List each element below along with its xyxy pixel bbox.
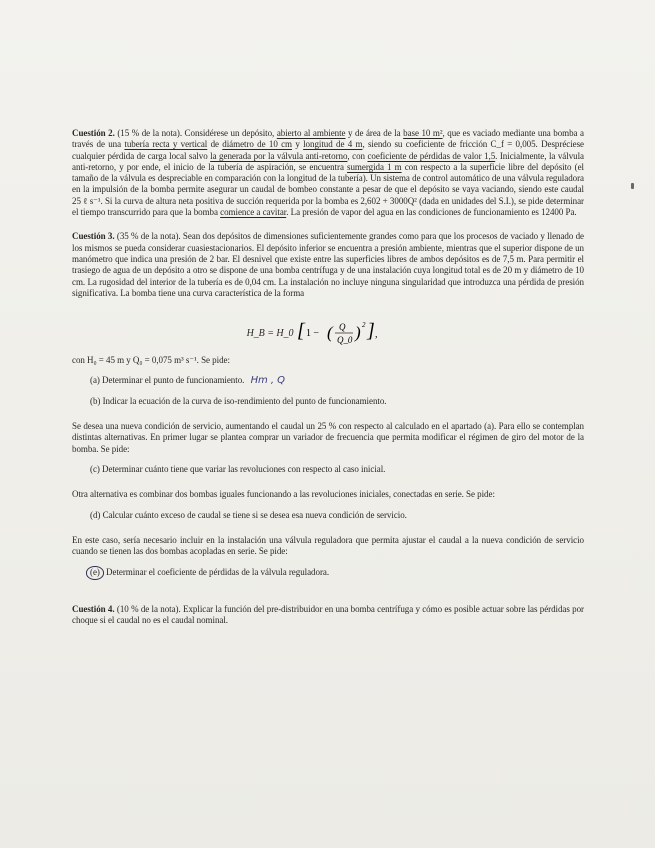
question-3-title: Cuestión 3. — [72, 231, 115, 242]
part-d-label: (d) — [90, 509, 101, 520]
svg-text:2: 2 — [362, 321, 366, 330]
part-e-circled-label: (e) — [86, 566, 104, 579]
exam-content — [72, 128, 584, 626]
q2-underline-2: base 10 m² — [403, 128, 443, 138]
q2-text-8: . Inicialmente, la válvula anti-retorno, y por ende, el inicio de la tubería de aspiración, se encuentra — [72, 150, 584, 172]
q2-text-10: . La presión de vapor del agua en las condiciones de funcionamiento es 12400 Pa. — [286, 207, 577, 218]
question-2-title: Cuestión 2. — [72, 128, 115, 138]
part-c-label: (c) — [90, 463, 100, 474]
q2-underline-4: diámetro de 10 cm — [222, 139, 293, 150]
question-4 — [72, 604, 584, 627]
q2-underline-7: coeficiente de pérdidas de valor 1,5 — [367, 150, 496, 161]
q2-text-9: con respecto a la superficie libre del depósito (el tamaño de la válvula es despreciable en comparación con la longitud de la tubería). Un sistema de control automático de una válvula reguladora en la impulsión de la bomba permite asegurar un caudal de bombeo constante a pesar de que el depósito se vaya vaciando, siendo este caudal 25 ℓ s⁻¹. Si la curva de altura neta positiva de succión requerida por la bomba es 2,602 + 3000Q² (dada en unidades del S.I.), se pide determinar el tiempo transcurrido para que la bomba — [72, 161, 584, 218]
part-c — [90, 464, 584, 475]
question-3-paragraph-2: Otra alternativa es combinar dos bombas iguales funcionando a las revoluciones iniciales, conectadas en serie. Se pide: — [72, 489, 495, 500]
question-3-weight: (35 % de la nota). — [116, 231, 181, 242]
part-d — [90, 510, 584, 521]
equation-numerator: Q — [339, 322, 346, 333]
svg-text:[: [ — [297, 320, 306, 343]
q2-text-3: , que es vaciado mediante una bomba a través de una — [72, 128, 584, 150]
q2-text-1: Considérese un depósito, — [182, 128, 277, 138]
question-2 — [72, 128, 584, 218]
q2-text-5: y — [292, 139, 304, 150]
q2-underline-1: abierto al ambiente — [276, 128, 346, 138]
q2-underline-6: la generada por la válvula anti-retorno — [210, 150, 348, 161]
q2-text-4: de — [207, 139, 223, 150]
part-e — [90, 566, 584, 579]
question-3-intro-text: Sean dos depósitos de dimensiones suficientemente grandes como para que los procesos de vaciado y llenado de los mismos se pueda considerar cuasiestacionarios. El depósito inferior se encuentra a presión ambiente, mientras que el superior dispone de un manómetro que indica una presión de 2 bar. El desnivel que existe entre las superficies libres de ambos depósitos es de 7,5 m. Para permitir el trasiego de agua de un depósito a otro se dispone de una bomba centrífuga y de una instalación cuya longitud total es de 20 m y diámetro de 10 cm. La rugosidad del interior de la tubería es de 0,04 cm. La instalación no incluye ninguna singularidad que introduzca una pérdida de presión significativa. La bomba tiene una curva característica de la forma — [72, 231, 585, 298]
question-3-parts-ab — [72, 375, 584, 407]
part-b — [90, 396, 584, 407]
question-4-title: Cuestión 4. — [72, 603, 115, 614]
svg-text:,: , — [375, 329, 378, 341]
part-b-text: Indicar la ecuación de la curva de iso-rendimiento del punto de funcionamiento. — [102, 395, 387, 406]
q2-underline-3: tubería recta y vertical — [124, 139, 208, 150]
part-d-text: Calcular cuánto exceso de caudal se tiene si se desea esa nueva condición de servicio. — [102, 509, 407, 520]
part-c-text: Determinar cuánto tiene que variar las revoluciones con respecto al caso inicial. — [102, 463, 386, 474]
equation-bracket-fraction — [297, 318, 409, 348]
q2-text-6: , siendo su coeficiente de fricción C_f = 0,005. Despréciese cualquier pérdida de carga local salvo — [72, 139, 584, 161]
part-a-handwritten-note: Hm , Q — [250, 375, 285, 387]
question-2-weight: (15 % de la nota). — [117, 128, 183, 138]
part-b-label: (b) — [90, 395, 101, 406]
equation-denominator: Q_0 — [337, 335, 353, 346]
question-3-part-d — [72, 510, 584, 521]
svg-text:]: ] — [367, 320, 376, 343]
question-4-text: Explicar la función del pre-distribuidor en una bomba centrífuga y cómo es posible actuar sobre las pérdidas por choque si el caudal no es el caudal nominal. — [72, 603, 584, 626]
question-3-part-c — [72, 464, 584, 475]
q2-text-2: y de área de la — [345, 128, 404, 138]
part-a-label: (a) — [90, 375, 100, 386]
part-a — [90, 375, 584, 386]
part-a-text: Determinar el punto de funcionamiento. — [102, 375, 245, 386]
q2-text-7: , con — [347, 150, 368, 161]
q2-underline-9: comience a cavitar — [220, 207, 287, 218]
question-3-paragraph-3: En este caso, sería necesario incluir en la instalación una válvula reguladora que permita ajustar el caudal a la nueva condición de servicio cuando se tienen las dos bombas acopladas en serie. Se pide: — [72, 534, 584, 557]
pump-curve-equation — [72, 319, 584, 347]
question-4-weight: (10 % de la nota). — [116, 603, 181, 614]
equation-lhs: H_B = H_0 — [246, 327, 294, 339]
svg-text:1 −: 1 − — [306, 328, 320, 340]
svg-text:(: ( — [327, 323, 334, 343]
page-edge-mark — [631, 183, 634, 189]
equation-parameters: con H₀ = 45 m y Q₀ = 0,075 m³ s⁻¹. Se pide: — [72, 355, 230, 366]
question-3-paragraph-1: Se desea una nueva condición de servicio, aumentando el caudal un 25 % con respecto al calculado en el apartado (a). Para ello se contemplan distintas alternativas. En primer lugar se plantea comprar un variador de frecuencia que permita modificar el régimen de giro del motor de la bomba. Se pide: — [72, 421, 584, 454]
q2-underline-5: longitud de 4 m — [303, 139, 363, 150]
q2-underline-8: sumergida 1 m — [347, 161, 402, 172]
part-e-text: Determinar el coeficiente de pérdidas de la válvula reguladora. — [106, 567, 330, 578]
question-3-part-e — [72, 566, 584, 579]
question-3-intro — [72, 231, 584, 299]
svg-text:): ) — [355, 323, 362, 343]
